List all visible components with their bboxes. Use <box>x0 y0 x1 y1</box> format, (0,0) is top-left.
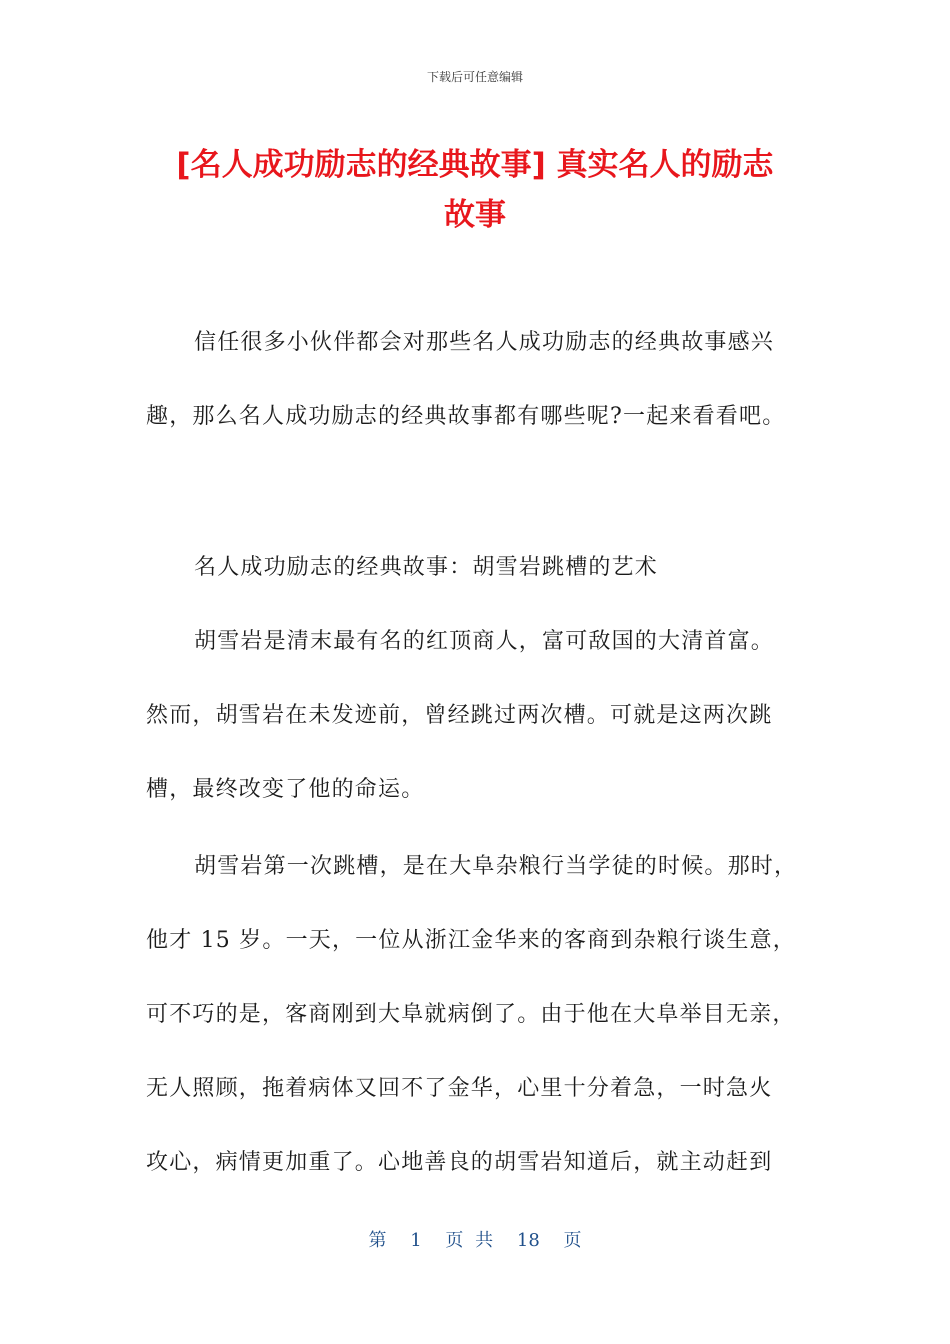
intro-line-1: 信任很多小伙伴都会对那些名人成功励志的经典故事感兴 <box>194 330 775 355</box>
paragraph-2 <box>146 830 808 1200</box>
page-footer <box>0 1226 950 1252</box>
section-heading <box>146 531 808 605</box>
paragraph-2-line-3: 可不巧的是，客商刚到大阜就病倒了。由于他在大阜举目无亲， <box>146 1002 796 1027</box>
intro-paragraph <box>146 306 808 454</box>
footer-page-label: 第 <box>368 1230 387 1251</box>
section-heading-text: 名人成功励志的经典故事：胡雪岩跳槽的艺术 <box>194 555 659 580</box>
header-note: 下载后可任意编辑 <box>426 70 523 84</box>
paragraph-1-line-2: 然而，胡雪岩在未发迹前，曾经跳过两次槽。可就是这两次跳 <box>146 703 773 728</box>
title-line-2: 故事 <box>444 197 506 233</box>
paragraph-2-line-1: 胡雪岩第一次跳槽，是在大阜杂粮行当学徒的时候。那时， <box>194 854 798 879</box>
footer-page-suffix: 页 <box>563 1230 582 1251</box>
intro-line-2: 趣，那么名人成功励志的经典故事都有哪些呢?一起来看看吧。 <box>146 404 786 429</box>
title-line-1: [名人成功励志的经典故事] 真实名人的励志 <box>176 147 774 183</box>
paragraph-2-line-2: 他才 15 岁。一天，一位从浙江金华来的客商到杂粮行谈生意， <box>146 928 796 953</box>
footer-total-label: 页 共 <box>445 1230 494 1251</box>
paragraph-1-line-1: 胡雪岩是清末最有名的红顶商人，富可敌国的大清首富。 <box>194 629 775 654</box>
footer-page-number: 1 <box>410 1230 422 1251</box>
paragraph-2-line-4: 无人照顾，拖着病体又回不了金华，心里十分着急，一时急火 <box>146 1076 773 1101</box>
document-title <box>140 140 810 240</box>
paragraph-2-line-5: 攻心，病情更加重了。心地善良的胡雪岩知道后，就主动赶到 <box>146 1150 773 1175</box>
footer-total-pages: 18 <box>516 1230 540 1251</box>
paragraph-1-line-3: 槽，最终改变了他的命运。 <box>146 777 425 802</box>
paragraph-1 <box>146 605 808 827</box>
